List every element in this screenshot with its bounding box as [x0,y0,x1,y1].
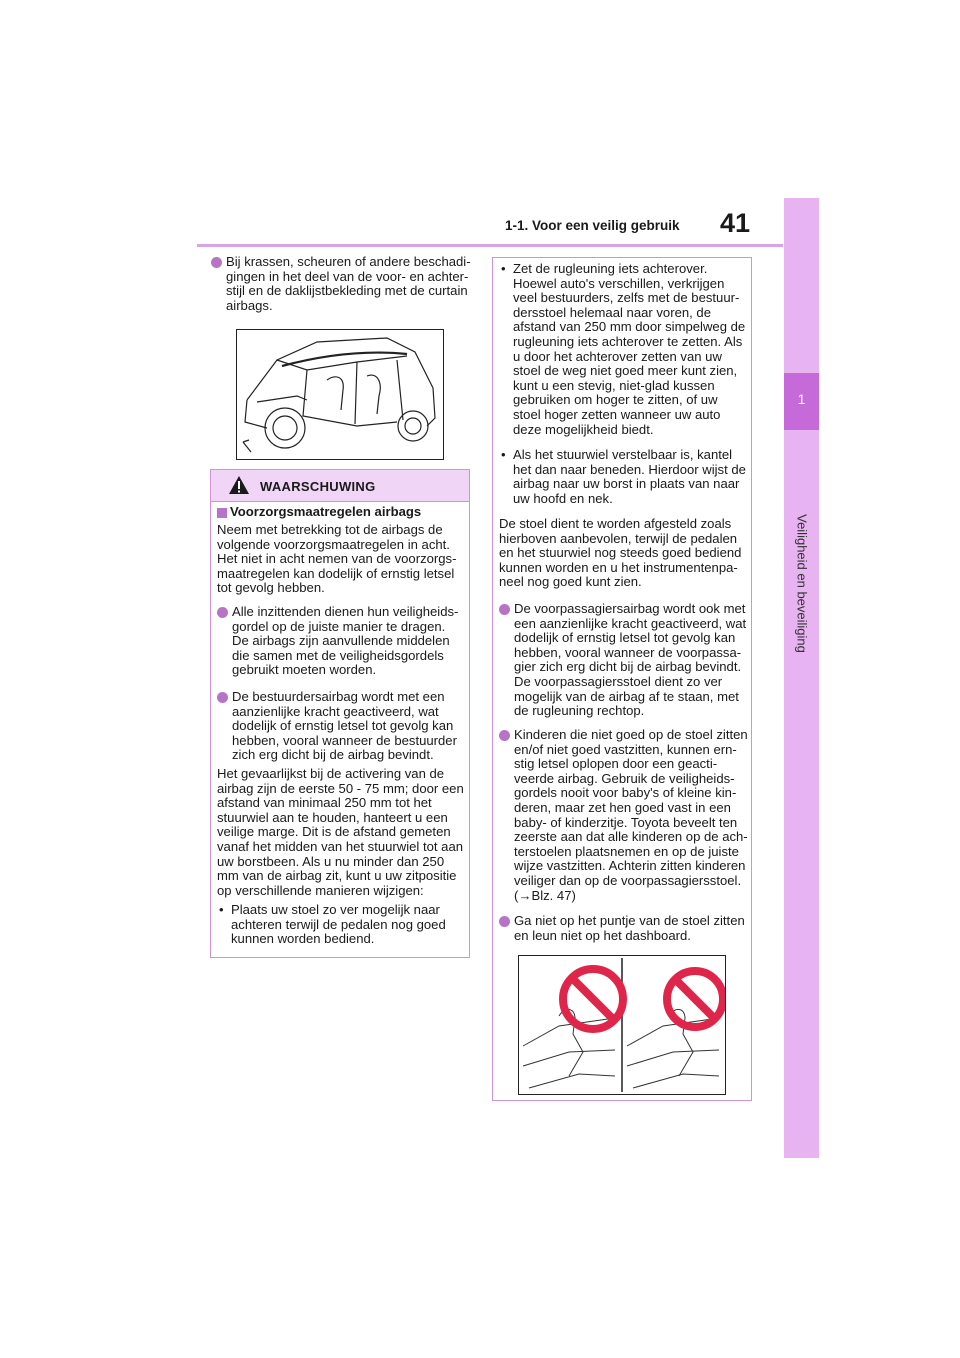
bullet-icon [211,257,222,268]
chapter-number: 1 [797,391,806,407]
square-bullet-icon [217,508,227,518]
bullet-icon [499,916,510,927]
car-airbag-illustration [236,329,444,460]
dot-recline-seat: Zet de rugleuning iets achterover. Hoewel auto's verschillen, verkrijgen veel bestuurders, zelfs met de bestuur- dersstoel helemaal naar voren, de afstand van 250 mm door simpelweg de rugleuning iets achterover te zetten. Als u door het achterover zetten van uw stoel de weg niet goed meer kunt zien, kunt u een stevig, niet-glad kussen gebruiken om hoger te zitten, of uw stoel hoger zetten wanneer uw auto deze mogelijkheid biedt. [513,261,746,437]
prohibition-icon [563,969,623,1029]
section-title: 1-1. Voor een veilig gebruik [505,218,680,233]
bullet-icon [217,607,228,618]
warning-continuation-box [492,257,752,1101]
prohibition-icon [667,971,723,1027]
warning-dot-seat-back: Plaats uw stoel zo ver mogelijk naar achteren terwijl de pedalen nog goed kunnen worden bediend. [231,902,446,947]
warning-header [211,470,469,502]
bullet-passenger-airbag: De voorpassagiersairbag wordt ook met een aanzienlijke kracht geactiveerd, wat dodelijk of ernstig letsel tot gevolg kan hebben, vooral wanneer de voorpassa- gier zich erg dicht bij de airbag bevindt. De voorpassagiersstoel dient zo ver mogelijk van de airbag af te staan, met de rugleuning rechtop. [514,601,747,719]
warning-bullet-seatbelt: Alle inzittenden dienen hun veiligheids- gordel op de juiste manier te dragen. De airbags zijn aanvullende middelen die samen met de veiligheidsgordels gebruikt moeten worden. [232,604,459,678]
warning-distance-paragraph: Het gevaarlijkst bij de activering van de airbag zijn de eerste 50 - 75 mm; door een afstand van minimaal 250 mm tot het stuurwiel aan te houden, hanteert u een veilige marge. Dit is de afstand gemeten vanaf het midden van het stuurwiel tot aan uw borstbeen. Als u nu minder dan 250 mm van de airbag zit, kunt u uw zitpositie op verschillende manieren wijzigen: [217,766,464,898]
warning-box [210,469,470,958]
seat-adjust-paragraph: De stoel dient te worden afgesteld zoals hierboven aanbevolen, terwijl de pedalen en het stuurwiel nog steeds goed bediend kunnen worden en u het instrumentenpa- neel nog goed kunt zien. [499,516,742,590]
warning-subheading: Voorzorgsmaatregelen airbags [230,504,422,519]
bullet-icon [217,692,228,703]
warning-bullet-driver-airbag: De bestuurdersairbag wordt met een aanzienlijke kracht geactiveerd, wat dodelijk of ernstig letsel tot gevolg kan hebben, vooral wanneer de bestuurder zich erg dicht bij de airbag bevindt. [232,689,457,763]
warning-triangle-icon [228,475,250,495]
bullet-icon [499,604,510,615]
prohibited-seating-illustration [518,955,726,1095]
bullet-children: Kinderen die niet goed op de stoel zitten en/of niet goed vastzitten, kunnen ern- stig letsel oplopen door een geacti- veerde airbag. Gebruik de veiligheids- gordels nooit voor baby's of kleine kin- deren, maar zet hen goed vast in een baby- of kinderzitje. Toyota beveelt ten zeerste aan dat alle kinderen op de ach- terstoelen plaatsnemen en op de juiste wijze vastzitten. Achterin zitten kinderen veiliger dan op de voorpassagiersstoel. (→Blz. 47) [514,727,748,903]
bullet-icon [499,730,510,741]
page-number: 41 [720,208,751,238]
header-divider [197,244,783,247]
bullet-seat-edge: Ga niet op het puntje van de stoel zitten en leun niet op het dashboard. [514,913,745,943]
dot-marker: • [501,261,506,276]
dot-marker: • [219,902,224,917]
chapter-label: Veiligheid en beveiliging [794,514,810,653]
warning-intro: Neem met betrekking tot de airbags de volgende voorzorgsmaatregelen in acht. Het niet in acht nemen van de voorzorgs- maatregelen kan dodelijk of ernstig letsel tot gevolg hebben. [217,522,457,596]
dot-marker: • [501,447,506,462]
dot-tilt-steering: Als het stuurwiel verstelbaar is, kantel het dan naar beneden. Hierdoor wijst de airbag naar uw borst in plaats van naar uw hoofd en nek. [513,447,746,506]
warning-title: WAARSCHUWING [260,479,376,494]
intro-bullet-text: Bij krassen, scheuren of andere beschadi- gingen in het deel van de voor- en achter- stijl en de daklijstbekleding met de curtain airbags. [226,254,471,313]
chapter-side-tab[interactable] [784,198,819,1158]
